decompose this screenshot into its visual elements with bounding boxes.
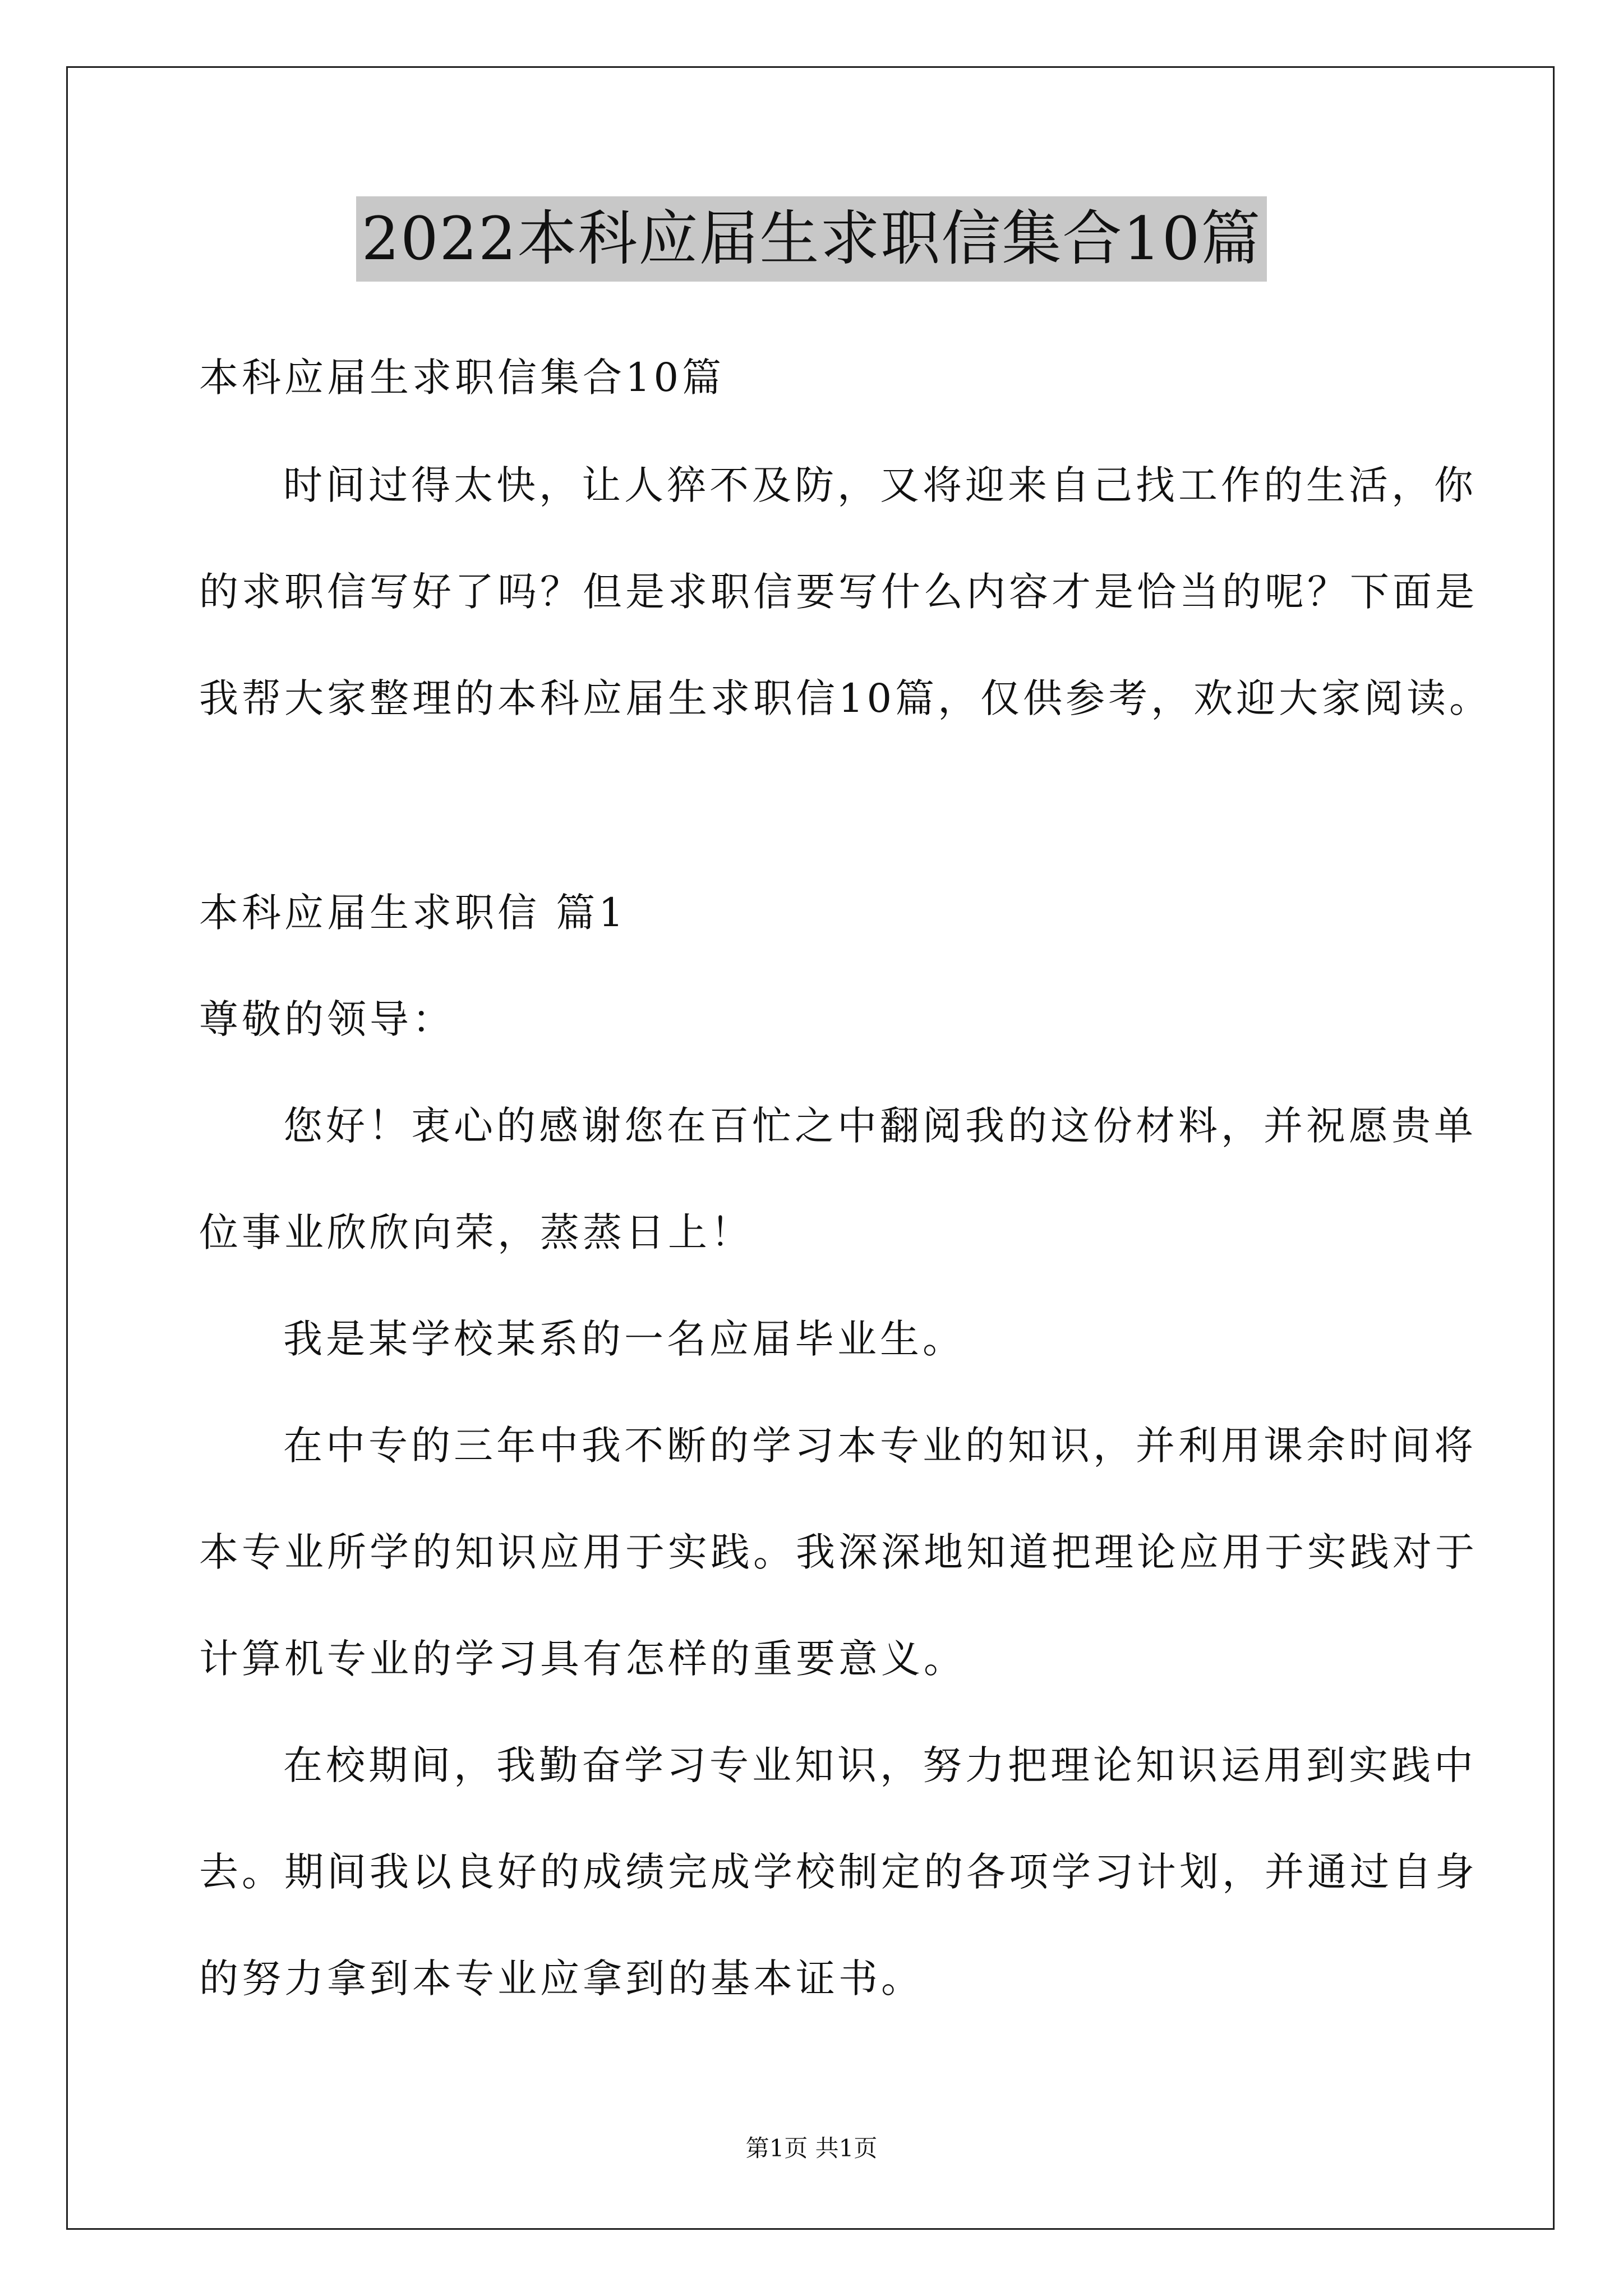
salutation: 尊敬的领导： <box>199 996 455 1042</box>
page-footer: 第1页 共1页 <box>745 2134 878 2162</box>
document-subtitle: 本科应届生求职信集合10篇 <box>199 355 725 401</box>
body-line-4: 在中专的三年中我不断的学习本专业的知识，并利用课余时间将 <box>283 1423 1477 1469</box>
body-line-2: 位事业欣欣向荣，蒸蒸日上！ <box>199 1209 753 1255</box>
intro-line-2: 的求职信写好了吗？但是求职信要写什么内容才是恰当的呢？下面是 <box>199 569 1478 615</box>
body-line-7: 在校期间，我勤奋学习专业知识，努力把理论知识运用到实践中 <box>283 1742 1477 1788</box>
document-title: 2022本科应届生求职信集合10篇 <box>356 196 1267 282</box>
body-line-5: 本专业所学的知识应用于实践。我深深地知道把理论应用于实践对于 <box>199 1529 1478 1575</box>
intro-line-3: 我帮大家整理的本科应届生求职信10篇，仅供参考，欢迎大家阅读。 <box>199 675 1492 721</box>
title-container <box>0 196 1623 282</box>
section-heading: 本科应届生求职信 篇1 <box>199 890 627 936</box>
body-line-9: 的努力拿到本专业应拿到的基本证书。 <box>199 1955 924 2001</box>
body-line-8: 去。期间我以良好的成绩完成学校制定的各项学习计划，并通过自身 <box>199 1849 1478 1895</box>
body-line-3: 我是某学校某系的一名应届毕业生。 <box>283 1316 965 1362</box>
intro-line-1: 时间过得太快，让人猝不及防，又将迎来自己找工作的生活，你 <box>283 462 1477 508</box>
body-line-1: 您好！衷心的感谢您在百忙之中翻阅我的这份材料，并祝愿贵单 <box>283 1103 1477 1149</box>
body-line-6: 计算机专业的学习具有怎样的重要意义。 <box>199 1636 966 1682</box>
